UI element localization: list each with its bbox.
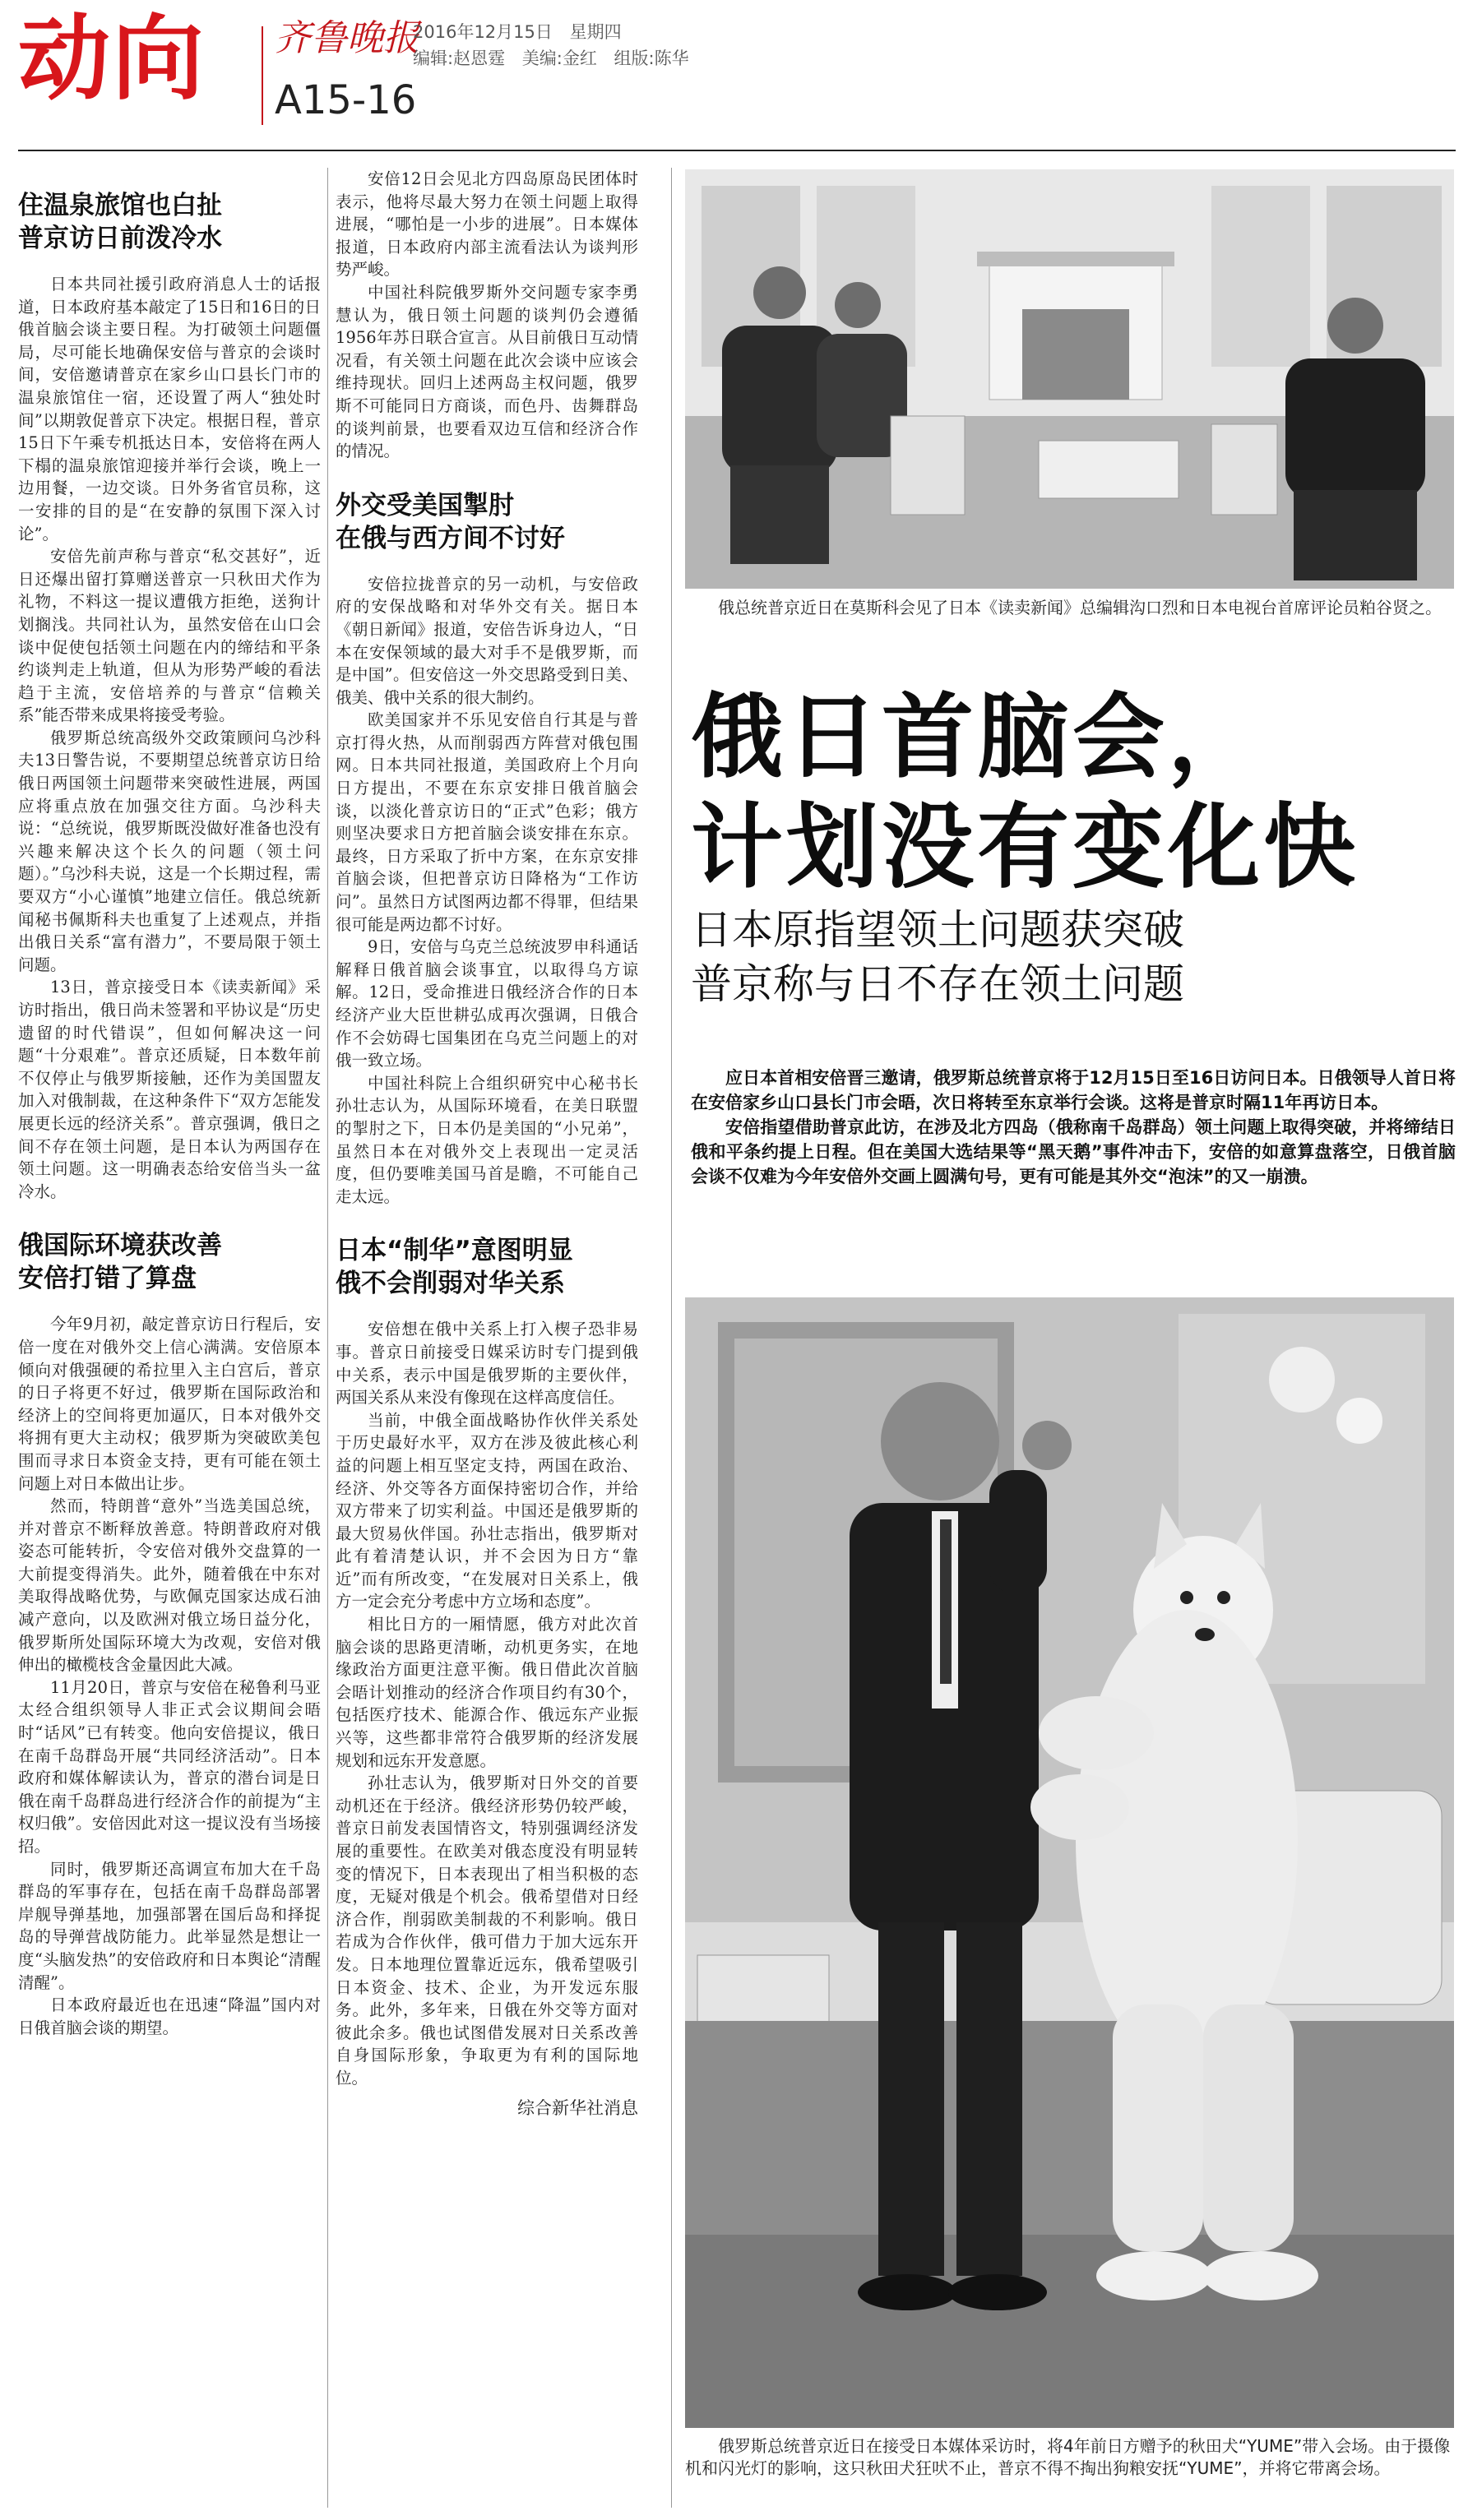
- paragraph: 今年9月初，敲定普京访日行程后，安倍一度在对俄外交上信心满满。安倍原本倾向对俄强硬的希拉里入主白宫后，普京的日子将更不好过，俄罗斯在国际政治和经济上的空间将更加逼仄，日本对俄外交将拥有更大主动权；俄罗斯为突破欧美包围而寻求日本资金支持，更有可能在领土问题上对日本做出让步。: [18, 1315, 321, 1493]
- masthead-divider: [262, 26, 263, 125]
- subhead-line: 安倍打错了算盘: [18, 1264, 197, 1294]
- source-credit: 综合新华社消息: [517, 2097, 638, 2118]
- paragraph: 相比日方的一厢情愿，俄方对此次首脑会谈的思路更清晰，动机更务实，在地缘政治方面更注意平衡。俄日借此次首脑会晤计划推动的经济合作项目约有30个，包括医疗技术、能源合作、俄远东产业振兴等，这些都非常符合俄罗斯的经济发展规划和远东开发意愿。: [336, 1615, 638, 1770]
- main-headline: [691, 682, 1456, 903]
- paragraph: 当前，中俄全面战略协作伙伴关系处于历史最好水平，双方在涉及彼此核心利益的问题上相互坚定支持，两国在政治、经济、外交等各方面保持密切合作，并给双方带来了切实利益。中国还是俄罗斯的最大贸易伙伴国。孙壮志指出，俄罗斯对此有着清楚认识，并不会因为日方“靠近”而有所改变，“在发展对日关系上，俄方一定会充分考虑中方立场和态度”。: [336, 1410, 638, 1611]
- lede: [691, 1066, 1456, 1189]
- headline-line: 计划没有变化快: [691, 794, 1359, 901]
- paragraph: 中国社科院俄罗斯外交问题专家李勇慧认为，俄日领土问题的谈判仍会遵循1956年苏日联合宣言。从目前俄日互动情况看，有关领土问题在此次会谈中应该会维持现状。回归上述两岛主权问题，俄罗斯不可能同日方商谈，而色丹、齿舞群岛的谈判前景，也要看双边互信和经济合作的情况。: [336, 282, 638, 461]
- paragraph: 中国社科院上合组织研究中心秘书长孙壮志认为，从国际环境看，在美日联盟的掣肘之下，日本仍是美国的“小兄弟”，虽然日本在对俄外交上表现出一定灵活度，但仍要唯美国马首是瞻，不可能自己走太远。: [336, 1073, 638, 1206]
- dog-photo: [685, 1297, 1454, 2428]
- subhead-line: 在俄与西方间不讨好: [336, 523, 565, 553]
- article-column-1: [18, 183, 321, 2039]
- issue-weekday: 星期四: [569, 22, 622, 42]
- paragraph: 9日，安倍与乌克兰总统波罗申科通话解释日俄首脑会谈事宜，以取得乌方谅解。12日，受命推进日俄经济合作的日本经济产业大臣世耕弘成再次强调，日俄合作不会妨碍七国集团在乌克兰问题上的对俄一致立场。: [336, 937, 638, 1070]
- sub-headline: [691, 903, 1456, 1011]
- proofreader-credit: 组版:陈华: [614, 49, 689, 68]
- lede-paragraph: 安倍指望借助普京此访，在涉及北方四岛（俄称南千岛群岛）领土问题上取得突破，并将缔结日俄和平条约提上日程。但在美国大选结果等“黑天鹅”事件冲击下，安倍的如意算盘落空，日俄首脑会谈不仅难为今年安倍外交画上圆满句号，更有可能是其外交“泡沫”的又一崩溃。: [691, 1117, 1456, 1186]
- deck-line: 普京称与日不存在领土问题: [691, 960, 1184, 1008]
- editor-credit: 编辑:赵恩霆: [413, 49, 506, 68]
- paragraph: 俄罗斯总统高级外交政策顾问乌沙科夫13日警告说，不要期望总统普京访日给俄日两国领土问题带来突破性进展，两国应将重点放在加强交往方面。乌沙科夫说：“总统说，俄罗斯既没做好准备也没有兴趣来解决这个长久的问题（领土问题）。”乌沙科夫说，这是一个长期过程，需要双方“小心谨慎”地建立信任。俄总统新闻秘书佩斯科夫也重复了上述观点，并指出俄日关系“富有潜力”，不要局限于领土问题。: [18, 728, 321, 974]
- subhead-line: 住温泉旅馆也白扯: [18, 191, 222, 220]
- page-number: A15-16: [275, 77, 417, 123]
- paragraph: 孙壮志认为，俄罗斯对日外交的首要动机还在于经济。俄经济形势仍较严峻，普京日前发表国情咨文，特别强调经济发展的重要性。在欧美对俄态度没有明显转变的情况下，日本表现出了相当积极的态度，无疑对俄是个机会。俄希望借对日经济合作，削弱欧美制裁的不利影响。俄日若成为合作伙伴，俄可借力于加大远东开发。日本地理位置靠近远东，俄希望吸引日本资金、技术、企业，为开发远东服务。此外，多年来，日俄在外交等方面对彼此余多。俄也试图借发展对日关系改善自身国际形象，争取更为有利的国际地位。: [336, 1773, 638, 2088]
- masthead-rule: [18, 150, 1456, 151]
- subhead-line: 普京访日前泼冷水: [18, 224, 222, 253]
- paragraph: 然而，特朗普“意外”当选美国总统，并对普京不断释放善意。特朗普政府对俄姿态可能转折，令安倍对俄外交盘算的一大前提变得消失。此外，随着俄在中东对美取得战略优势，与欧佩克国家达成石油减产意向，以及欧洲对俄立场日益分化，俄罗斯所处国际环境大为改观，安倍对俄伸出的橄榄枝含金量因此大减。: [18, 1496, 321, 1675]
- masthead: [0, 0, 1468, 164]
- subhead-line: 日本“制华”意图明显: [336, 1236, 573, 1266]
- dog-photo-illustration: [685, 1297, 1454, 2428]
- paragraph: 日本共同社援引政府消息人士的话报道，日本政府基本敲定了15日和16日的日俄首脑会谈主要日程。为打破领土问题僵局，尽可能长地确保安倍与普京的会谈时间，安倍邀请普京在家乡山口县长门市的温泉旅馆住一宿，还设置了两人“独处时间”以期敦促普京下决定。根据日程，普京15日下午乘专机抵达日本，安倍将在两人下榻的温泉旅馆迎接并举行会谈，晚上一边用餐，一边交谈。日外务省官员称，这一安排的目的是“在安静的氛围下深入讨论”。: [18, 275, 321, 543]
- paragraph: 同时，俄罗斯还高调宣布加大在千岛群岛的军事存在，包括在南千岛群岛部署岸舰导弹基地，加强部署在国后岛和择捉岛的导弹营战防能力。此举显然是想让一度“头脑发热”的安倍政府和日本舆论“清醒清醒”。: [18, 1859, 321, 1992]
- spacer: [18, 1203, 321, 1223]
- meeting-photo-illustration: [685, 169, 1454, 589]
- paragraph: 安倍12日会见北方四岛原岛民团体时表示，他将尽最大努力在领土问题上取得进展，“哪怕是一小步的进展”。日本媒体报道，日本政府内部主流看法认为谈判形势严峻。: [336, 169, 638, 280]
- masthead-date-line: [413, 21, 633, 43]
- paper-name: 齐鲁晚报: [275, 17, 419, 59]
- column-divider: [327, 168, 328, 2508]
- dog-photo-caption: 俄罗斯总统普京近日在接受日本媒体采访时，将4年前日方赠予的秋田犬“YUME”带入会场。由于摄像机和闪光灯的影响，这只秋田犬狂吠不止，普京不得不掏出狗粮安抚“YUME”，并将它带离会场。: [685, 2436, 1451, 2478]
- subhead-line: 俄国际环境获改善: [18, 1231, 222, 1261]
- paragraph: 11月20日，普京与安倍在秘鲁利马亚太经合组织领导人非正式会议期间会晤时“话风”已有转变。他向安倍提议，俄日在南千岛群岛开展“共同经济活动”。日本政府和媒体解读认为，普京的潜台词是日俄在南千岛群岛进行经济合作的前提为“主权归俄”。安倍因此对这一提议没有当场接招。: [18, 1677, 321, 1856]
- paragraph: 日本政府最近也在迅速“降温”国内对日俄首脑会谈的期望。: [18, 1995, 321, 2037]
- spacer: [336, 1208, 638, 1228]
- paragraph: 欧美国家并不乐见安倍自行其是与普京打得火热，从而削弱西方阵营对俄包围网。日本共同社报道，美国政府上个月向日方提出，不要在东京安排日俄首脑会谈，以淡化普京访日的“正式”色彩；俄方则坚决要求日方把首脑会谈安排在东京。最终，日方采取了折中方案，在东京安排首脑会谈，但把普京访日降格为“工作访问”。虽然日方试图两边都不得罪，但结果很可能是两边都不讨好。: [336, 710, 638, 934]
- spacer: [336, 463, 638, 483]
- art-editor-credit: 美编:金红: [521, 49, 597, 68]
- section-title: 动向: [18, 6, 206, 113]
- article-column-2: [336, 168, 638, 2120]
- deck-line: 日本原指望领土问题获突破: [691, 906, 1184, 954]
- masthead-credits: [413, 48, 701, 69]
- column-divider: [671, 168, 672, 2508]
- paragraph: 安倍先前声称与普京“私交甚好”，近日还爆出留打算赠送普京一只秋田犬作为礼物，不料这一提议遭俄方拒绝，送狗计划搁浅。共同社认为，虽然安倍在山口会谈中促使包括领土问题在内的缔结和平条约谈判走上轨道，但从为形势严峻的看法趋于主流，安倍培养的与普京“信赖关系”能否带来成果将接受考验。: [18, 547, 321, 725]
- subhead-line: 外交受美国掣肘: [336, 490, 514, 520]
- headline-line: 俄日首脑会，: [691, 684, 1263, 791]
- paragraph: 安倍想在俄中关系上打入楔子恐非易事。普京日前接受日媒采访时专门提到俄中关系，表示中国是俄罗斯的主要伙伴，两国关系从来没有像现在这样高度信任。: [336, 1320, 638, 1408]
- meeting-photo-caption: 俄总统普京近日在莫斯科会见了日本《读卖新闻》总编辑沟口烈和日本电视台首席评论员粕谷贤之。: [718, 598, 1442, 617]
- subhead-line: 俄不会削弱对华关系: [336, 1269, 565, 1299]
- paragraph: 安倍拉拢普京的另一动机，与安倍政府的安保战略和对华外交有关。据日本《朝日新闻》报道，安倍告诉身边人，“日本在安保领域的最大对手不是俄罗斯，而是中国”。但安倍这一外交思路受到日美、俄美、俄中关系的很大制约。: [336, 574, 638, 707]
- subhead-china-relations: [336, 1234, 638, 1300]
- issue-date: 2016年12月15日: [413, 22, 553, 42]
- subhead-us-constraint: [336, 489, 638, 555]
- subhead-environment: [18, 1229, 321, 1295]
- meeting-photo: [685, 169, 1454, 589]
- paragraph: 13日，普京接受日本《读卖新闻》采访时指出，俄日尚未签署和平协议是“历史遗留的时代错误”，但如何解决这一问题“十分艰难”。普京还质疑，日本数年前不仅停止与俄罗斯接触，还作为美国盟友加入对俄制裁，在这种条件下“双方怎能发展更长远的经济关系”。普京强调，俄日之间不存在领土问题，是日本认为两国存在领土问题。这一明确表态给安倍当头一盆冷水。: [18, 978, 321, 1201]
- subhead-hot-spring: [18, 189, 321, 255]
- lede-paragraph: 应日本首相安倍晋三邀请，俄罗斯总统普京将于12月15日至16日访问日本。日俄领导人首日将在安倍家乡山口县长门市会晤，次日将转至东京举行会谈。这将是普京时隔11年再访日本。: [691, 1068, 1456, 1112]
